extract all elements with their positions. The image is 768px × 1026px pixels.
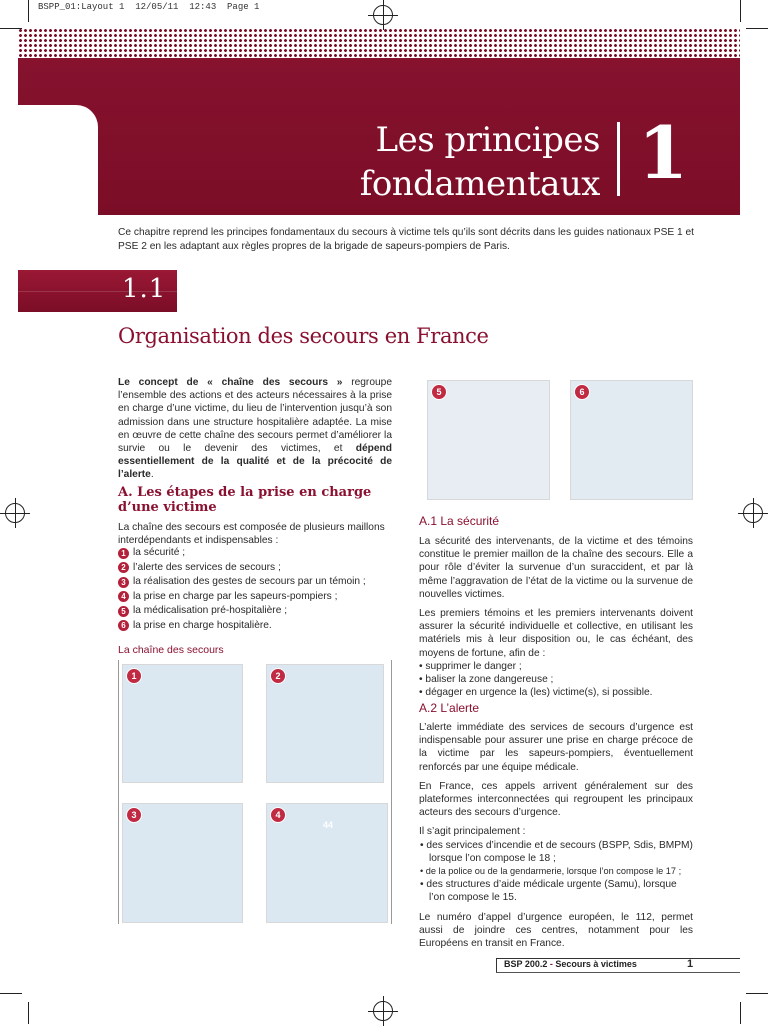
list-item (118, 604, 398, 619)
figure-1-safety (122, 664, 243, 783)
figure-badge: 4 (270, 807, 286, 823)
truck-number: 44 (323, 820, 334, 830)
a1-bullet: • dégager en urgence la (les) victime(s), si possible. (419, 687, 653, 699)
print-slug: BSPP_01:Layout 1 12/05/11 12:43 Page 1 (38, 2, 260, 12)
a2-paragraph-3: Il s’agit principalement : (419, 826, 526, 838)
step-number: 2 (118, 562, 129, 573)
chapter-title-line1: Les principes (375, 120, 600, 160)
crop-mark (0, 993, 22, 994)
section-number: 1.1 (122, 274, 167, 304)
footer-sep: - (547, 959, 556, 969)
crop-mark (28, 1002, 29, 1024)
figure-3-first-aid (122, 803, 243, 923)
figure-frame-left (118, 660, 119, 924)
a1-heading: A.1 La sécurité (419, 514, 500, 528)
figure-badge: 2 (270, 668, 286, 684)
chapter-title-line2: fondamentaux (359, 164, 600, 204)
step-number: 6 (118, 620, 129, 631)
list-item (118, 546, 398, 561)
lead-bold-2: dépend essentiellement de la qualité et de la précocité de l’alerte (118, 443, 392, 481)
crop-mark (740, 1002, 741, 1024)
a2-paragraph-2: En France, ces appels arrivent généralement sur des plateformes interconnectées qui regroupent les principaux acteurs des secours d’urgence. (419, 780, 693, 819)
figure-4-firefighters (266, 803, 388, 923)
footer-divider (496, 958, 497, 972)
step-label: la sécurité ; (133, 547, 186, 558)
a2-heading: A.2 L’alerte (419, 701, 480, 715)
part-a-heading: A. Les étapes de la prise en charge d’une victime (118, 485, 372, 515)
list-item (118, 561, 398, 576)
step-number: 1 (118, 548, 129, 559)
figure-badge: 1 (126, 668, 142, 684)
section-title: Organisation des secours en France (118, 324, 489, 348)
header-band-cutout (18, 105, 98, 215)
list-item (118, 575, 398, 590)
step-number: 4 (118, 591, 129, 602)
footer-underline (496, 972, 740, 973)
figure-5-prehospital (427, 380, 550, 500)
figure-badge: 3 (126, 807, 142, 823)
figure-2-alert (266, 664, 384, 783)
step-label: l’alerte des services de secours ; (133, 561, 281, 573)
registration-mark-top (373, 5, 393, 25)
lead-text-2: . (150, 469, 154, 481)
section-a1 (419, 514, 693, 699)
step-label: la médicalisation pré-hospitalière ; (133, 605, 288, 616)
footer-title: Secours à victimes (555, 959, 637, 969)
a1-paragraph-2: Les premiers témoins et les premiers intervenants doivent assurer la sécurité individuelle et collective, en utilisant les matériels mis à leur disposition ou, le cas échéant, des moyens de fortune, afin de : (419, 608, 693, 659)
a2-bullet: • de la police ou de la gendarmerie, lorsque l’on compose le 17 ; (420, 866, 682, 877)
chain-figure-label: La chaîne des secours (118, 644, 224, 656)
title-divider (617, 122, 620, 196)
a2-paragraph-1: L’alerte immédiate des services de secours d’urgence est indispensable pour assurer une prise en charge précoce de la victime par les sapeurs-pompiers, éventuellement renforcés par une équipe médicale. (419, 722, 693, 773)
step-label: la réalisation des gestes de secours par un témoin ; (133, 576, 366, 587)
step-number: 3 (118, 577, 129, 588)
figure-6-hospital (570, 380, 693, 500)
chain-steps (118, 546, 398, 633)
figure-frame-right (391, 660, 392, 924)
list-item (118, 619, 398, 634)
chapter-number: 1 (638, 110, 689, 195)
registration-mark-bottom (373, 1001, 393, 1021)
crop-mark (746, 28, 768, 29)
a2-paragraph-4: Le numéro d’appel d’urgence européen, le 112, permet aussi de joindre ces centres, notamment pour les Européens en transit en France. (419, 911, 693, 950)
lead-text-1: regroupe l’ensemble des actions et des acteurs nécessaires à la prise en charge d’une victime, du lieu de l’intervention jusqu’à son admission dans une structure hospitalière adaptée. La mise en œuvre de cette chaîne des secours permet d’améliorer la survie ou le devenir des victimes, et (118, 377, 392, 455)
a2-bullet: • des services d’incendie et de secours (BSPP, Sdis, BMPM) lorsque l’on compose le 18 ; (420, 839, 693, 864)
a1-bullet: • baliser la zone dangereuse ; (419, 674, 554, 686)
chapter-title (360, 118, 600, 206)
figure-badge: 5 (431, 384, 447, 400)
crop-mark (746, 993, 768, 994)
figure-badge: 6 (574, 384, 590, 400)
lead-bold-1: Le concept de « chaîne des secours » (118, 377, 343, 388)
step-label: la prise en charge par les sapeurs-pompiers ; (133, 590, 338, 602)
registration-mark-left (5, 503, 25, 523)
lead-paragraph (118, 376, 392, 482)
a2-bullet: • des structures d’aide médicale urgente (Samu), lorsque l’on compose le 15. (420, 879, 677, 904)
footer-ref: BSP 200.2 (504, 959, 548, 969)
list-item (118, 590, 398, 605)
crop-mark (28, 0, 29, 22)
crop-mark (740, 0, 741, 22)
registration-mark-right (743, 503, 763, 523)
chain-intro: La chaîne des secours est composée de plusieurs maillons interdépendants et indispensables : (118, 522, 385, 547)
section-a2 (419, 701, 693, 950)
page-number: 1 (687, 958, 694, 970)
a1-paragraph-1: La sécurité des intervenants, de la victime et des témoins constitue le premier maillon de la chaîne des secours. Elle a pour rôle d’éviter la survenue d’un suraccident, et par là même l’aggravation de l’état de la victime ou la survenue de nouvelles victimes. (419, 536, 693, 600)
step-number: 5 (118, 606, 129, 617)
footer-reference (504, 959, 637, 969)
step-label: la prise en charge hospitalière. (133, 619, 272, 631)
a1-bullet: • supprimer le danger ; (419, 660, 522, 672)
chapter-intro: Ce chapitre reprend les principes fondamentaux du secours à victime tels qu’ils sont décrits dans les guides nationaux PSE 1 et PSE 2 en les adaptant aux règles propres de la brigade de sapeurs-pompiers de Paris. (118, 227, 694, 252)
